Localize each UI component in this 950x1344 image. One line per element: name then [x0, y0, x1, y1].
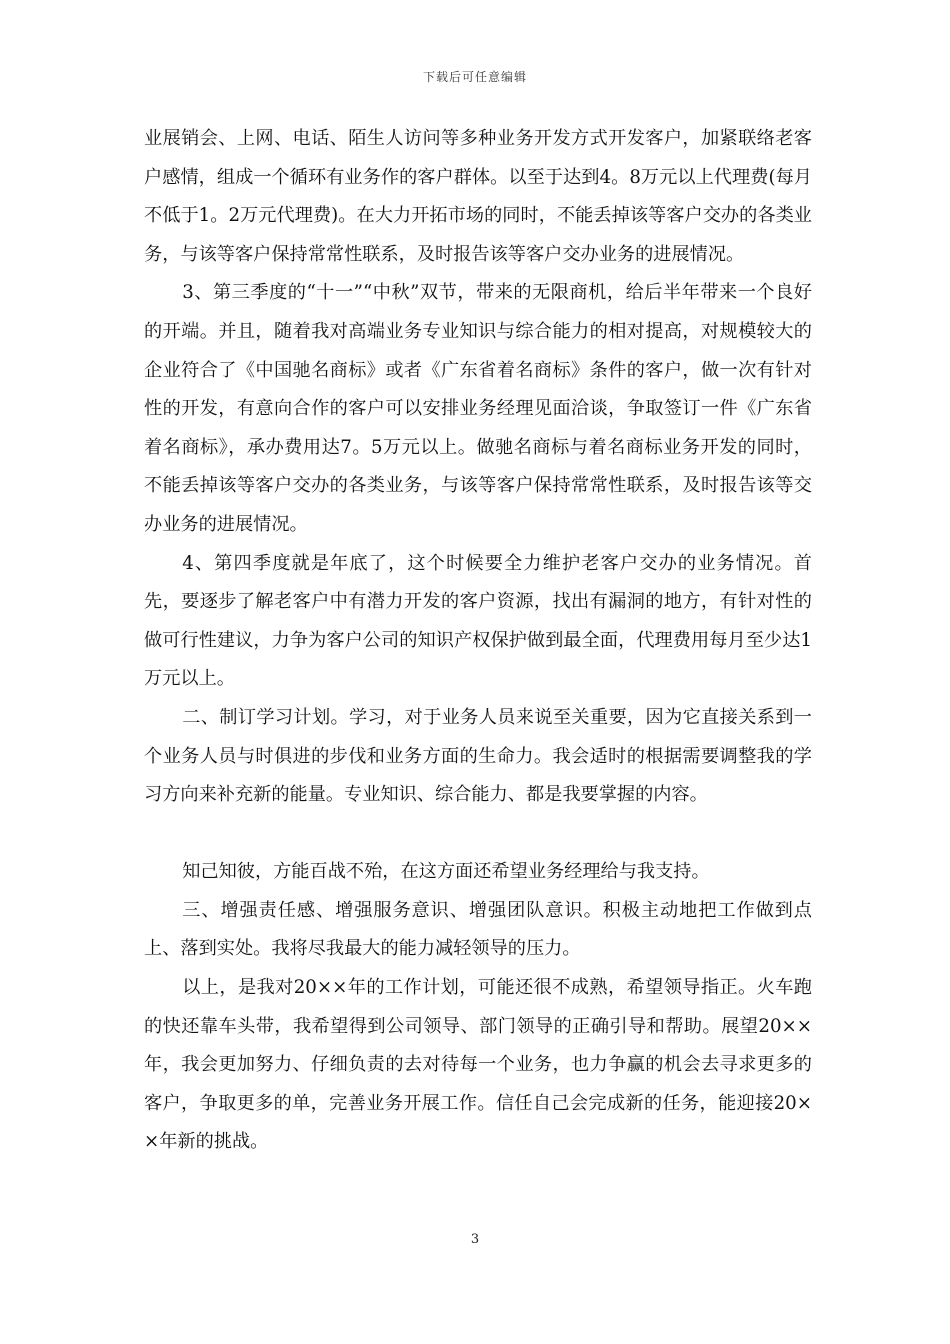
page-header: 下载后可任意编辑	[422, 70, 527, 84]
page-number: 3	[470, 1232, 480, 1247]
paragraph-conclusion: 以上，是我对20××年的工作计划，可能还很不成熟，希望领导指正。火车跑的快还靠车头带，我希望得到公司领导、部门领导的正确引导和帮助。展望20××年，我会更加努力、仔细负责的去对待每一个业务，也力争赢的机会去寻求更多的客户，争取更多的单，完善业务开展工作。信任自己会完成新的任务，能迎接20××年新的挑战。	[144, 977, 812, 1153]
document-body	[144, 120, 812, 1162]
paragraph-q4-plan: 4、第四季度就是年底了，这个时候要全力维护老客户交办的业务情况。首先，要逐步了解老客户中有潜力开发的客户资源，找出有漏洞的地方，有针对性的做可行性建议，力争为客户公司的知识产权保护做到最全面，代理费用每月至少达1万元以上。	[144, 552, 812, 690]
paragraph-responsibility: 三、增强责任感、增强服务意识、增强团队意识。积极主动地把工作做到点上、落到实处。我将尽我最大的能力减轻领导的压力。	[144, 899, 812, 960]
paragraph-continuation: 业展销会、上网、电话、陌生人访问等多种业务开发方式开发客户，加紧联络老客户感情，组成一个循环有业务作的客户群体。以至于达到4。8万元以上代理费(每月不低于1。2万元代理费)。在大力开拓市场的同时，不能丢掉该等客户交办的各类业务，与该等客户保持常常性联系，及时报告该等客户交办业务的进展情况。	[144, 128, 812, 265]
paragraph-gap	[144, 815, 812, 854]
paragraph-q3-plan: 3、第三季度的“十一”“中秋”双节，带来的无限商机，给后半年带来一个良好的开端。并且，随着我对高端业务专业知识与综合能力的相对提高，对规模较大的企业符合了《中国驰名商标》或者《广东省着名商标》条件的客户，做一次有针对性的开发，有意向合作的客户可以安排业务经理见面洽谈，争取签订一件《广东省着名商标》，承办费用达7。5万元以上。做驰名商标与着名商标业务开发的同时，不能丢掉该等客户交办的各类业务，与该等客户保持常常性联系，及时报告该等交办业务的进展情况。	[144, 282, 812, 535]
paragraph-know-yourself: 知己知彼，方能百战不殆，在这方面还希望业务经理给与我支持。	[182, 861, 710, 883]
paragraph-study-plan: 二、制订学习计划。学习，对于业务人员来说至关重要，因为它直接关系到一个业务人员与时俱进的步伐和业务方面的生命力。我会适时的根据需要调整我的学习方向来补充新的能量。专业知识、综合能力、都是我要掌握的内容。	[144, 706, 812, 806]
